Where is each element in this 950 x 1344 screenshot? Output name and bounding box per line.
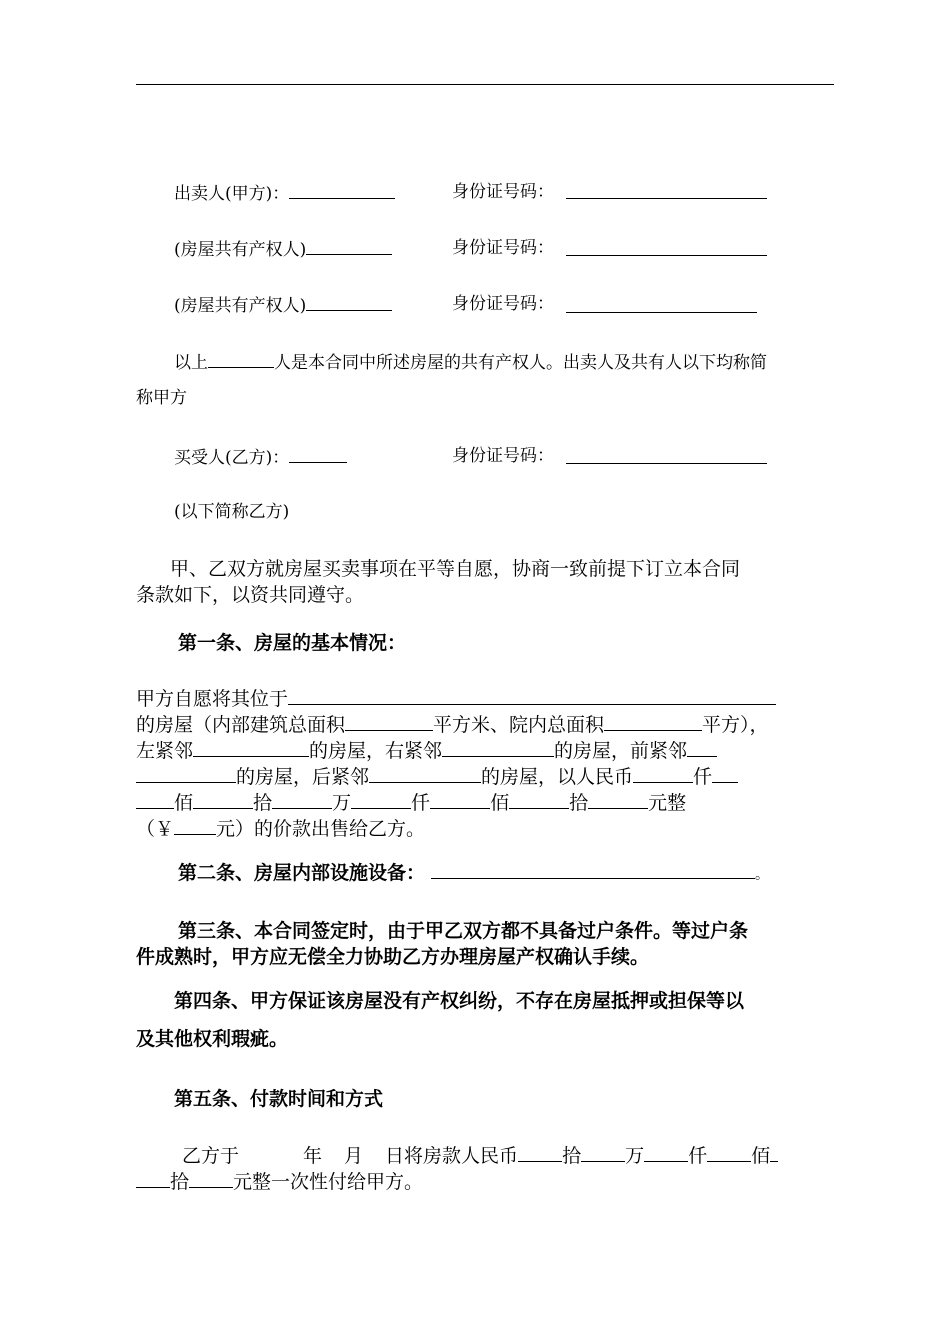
right-neighbor-blank (442, 740, 554, 757)
buyer-label: 买受人(乙方)： (174, 448, 290, 468)
payment-blank (136, 1171, 170, 1188)
seller-label: 出卖人(甲方)： (174, 184, 290, 204)
id-label: 身份证号码： (452, 294, 554, 314)
seller-row (174, 182, 395, 204)
id-label: 身份证号码： (452, 446, 554, 466)
location-blank (288, 688, 776, 705)
co-owner-id-blank (566, 255, 767, 256)
seller-name-blank (289, 182, 395, 199)
payment-blank (518, 1145, 562, 1162)
payment-blank (189, 1171, 233, 1188)
price-blank (509, 792, 569, 809)
payment-blank (644, 1145, 688, 1162)
article-1-line-3: 左紧邻 的房屋，右紧邻 的房屋，前紧邻 (136, 740, 717, 762)
co-owner-label: (房屋共有产权人) (174, 296, 307, 316)
price-blank (588, 792, 648, 809)
co-owner-row-2 (174, 294, 392, 316)
buyer-name-blank (289, 446, 347, 463)
price-blank (136, 792, 174, 809)
co-owner-count-blank (208, 351, 274, 368)
co-owner-id-blank (566, 312, 757, 313)
co-owner-row-1 (174, 238, 392, 260)
price-blank (272, 792, 332, 809)
article-2-row: 第二条、房屋内部设施设备： 。 (178, 862, 770, 884)
article-1-heading: 第一条、房屋的基本情况： (178, 632, 407, 654)
header-rule (136, 84, 834, 85)
co-owners-statement-wrap: 称甲方 (136, 388, 187, 408)
intro-line-1: 甲、乙双方就房屋买卖事项在平等自愿，协商一致前提下订立本合同 (170, 558, 741, 580)
price-blank (430, 792, 490, 809)
yard-area-blank (604, 714, 702, 731)
co-owner-name-blank (306, 238, 392, 255)
price-blank (193, 792, 253, 809)
back-neighbor-blank (369, 766, 481, 783)
article-2-heading: 第二条、房屋内部设施设备： (178, 862, 426, 884)
seller-id-row (452, 182, 554, 202)
article-1-line-1: 甲方自愿将其位于 (136, 688, 776, 710)
buyer-note: (以下简称乙方) (174, 502, 290, 522)
facilities-blank (431, 862, 755, 879)
article-3-line-2: 件成熟时，甲方应无偿全力协助乙方办理房屋产权确认手续。 (136, 946, 650, 968)
intro-line-2: 条款如下，以资共同遵守。 (136, 584, 365, 606)
buyer-id-row (452, 446, 554, 466)
payment-blank (770, 1145, 778, 1162)
front-neighbor-blank-cont (136, 766, 236, 783)
article-5-heading: 第五条、付款时间和方式 (174, 1088, 384, 1110)
article-5-line-1: 乙方于 年 月 日将房款人民币 拾 万 仟 佰 (182, 1145, 778, 1167)
price-blank (712, 766, 738, 783)
buyer-row (174, 446, 347, 468)
price-blank (351, 792, 411, 809)
article-1-line-4: 的房屋，后紧邻 的房屋，以人民币 仟 (136, 766, 738, 788)
seller-id-blank (566, 198, 767, 199)
id-label: 身份证号码： (452, 238, 554, 258)
article-5-line-2: 拾 元整一次性付给甲方。 (136, 1171, 423, 1193)
article-1-line-2: 的房屋（内部建筑总面积 平方米、院内总面积 平方）， (136, 714, 769, 736)
co-owner-label: (房屋共有产权人) (174, 240, 307, 260)
article-4-line-1: 第四条、甲方保证该房屋没有产权纠纷，不存在房屋抵押或担保等以 (174, 990, 745, 1012)
article-4-line-2: 及其他权利瑕疵。 (136, 1028, 289, 1050)
left-neighbor-blank (193, 740, 309, 757)
payment-blank (707, 1145, 751, 1162)
article-3-line-1: 第三条、本合同签定时，由于甲乙双方都不具备过户条件。等过户条 (178, 920, 749, 942)
article-1-line-5: 佰 拾 万 仟 佰 拾 元整 (136, 792, 686, 814)
price-figure-blank (174, 818, 216, 835)
co-owner-id-row-1 (452, 238, 554, 258)
payment-blank (581, 1145, 625, 1162)
front-neighbor-blank (687, 740, 717, 757)
co-owner-name-blank (306, 294, 392, 311)
price-blank (633, 766, 693, 783)
building-area-blank (345, 714, 433, 731)
co-owners-statement: 以上 人是本合同中所述房屋的共有产权人。出卖人及共有人以下均称简 (174, 353, 767, 373)
co-owner-id-row-2 (452, 294, 554, 314)
buyer-id-blank (566, 463, 767, 464)
id-label: 身份证号码： (452, 182, 554, 202)
article-1-line-6: （￥ 元）的价款出售给乙方。 (136, 818, 426, 840)
